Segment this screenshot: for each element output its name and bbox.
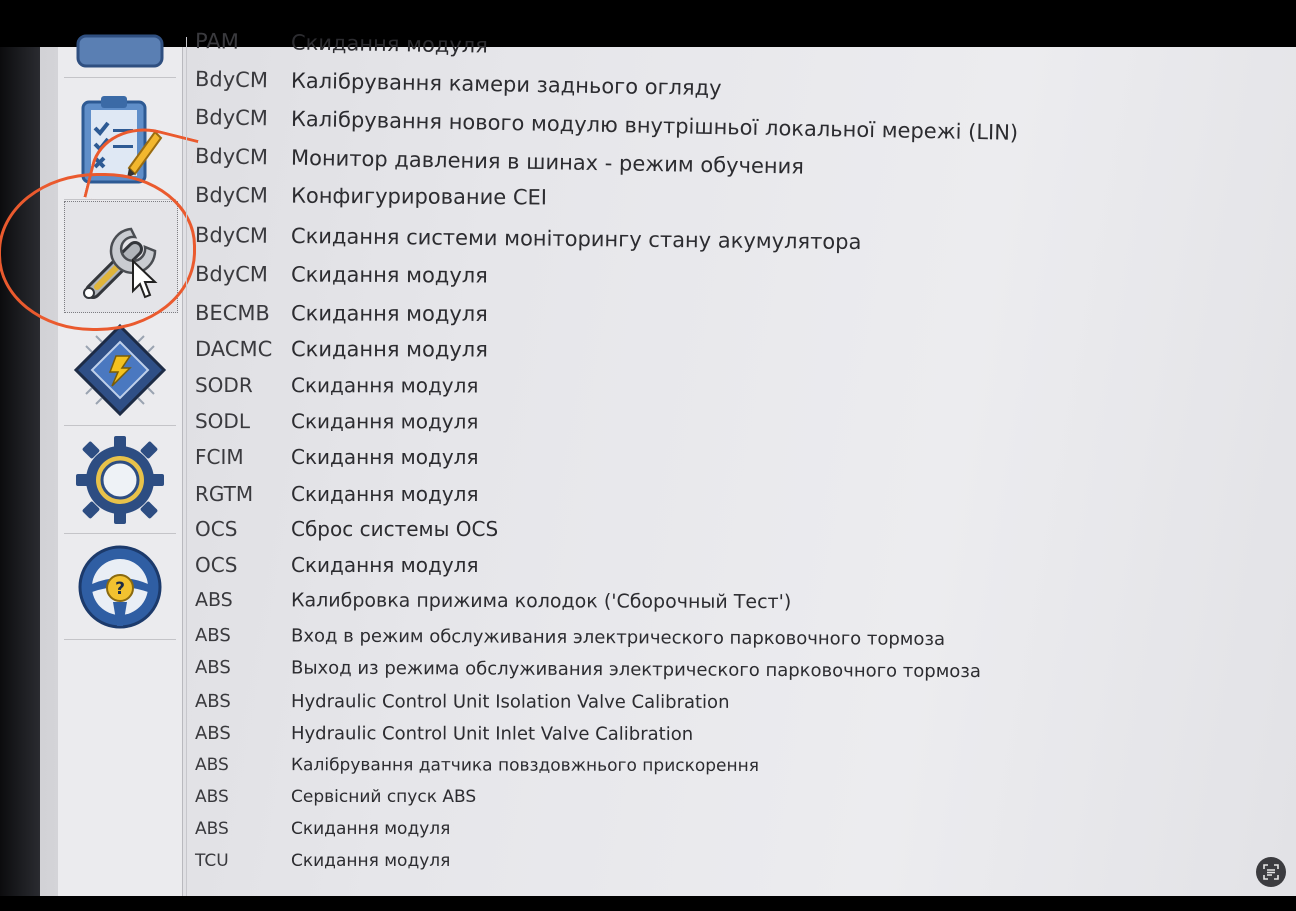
module-code: DACMC: [194, 337, 273, 362]
function-name: Скидання модуля: [291, 482, 479, 506]
function-row[interactable]: [195, 589, 791, 613]
module-code: ABS: [194, 589, 233, 612]
module-code: ABS: [194, 625, 231, 647]
function-name: Скидання модуля: [290, 337, 488, 362]
module-programming-icon: [72, 322, 168, 418]
module-code: BdyCM: [194, 67, 269, 93]
vehicle-icon: [74, 44, 166, 70]
function-row[interactable]: [195, 482, 478, 506]
function-name: Калібрування камери заднього огляду: [290, 68, 722, 101]
function-row[interactable]: [195, 723, 693, 745]
function-row[interactable]: [195, 262, 488, 288]
module-code: PAM: [194, 29, 239, 54]
monitor-bezel: [0, 47, 40, 896]
help-steering-wheel-icon: [75, 542, 165, 632]
function-row[interactable]: [195, 144, 804, 179]
module-code: OCS: [195, 517, 238, 541]
function-row[interactable]: [195, 625, 945, 650]
scan-text-icon: [1263, 864, 1279, 880]
function-name: Скидання модуля: [291, 851, 451, 871]
function-name: Монитор давления в шинах - режим обучения: [290, 145, 805, 179]
module-programming-tool-button[interactable]: [64, 315, 176, 426]
service-function-list: [186, 29, 1287, 907]
module-code: BdyCM: [194, 105, 269, 131]
module-code: ABS: [194, 723, 231, 745]
function-row[interactable]: [195, 337, 488, 362]
function-name: Скидання модуля: [290, 262, 488, 288]
scan-text-button[interactable]: [1256, 857, 1286, 887]
function-row[interactable]: [195, 819, 450, 839]
tool-sidebar: [40, 47, 186, 896]
function-name: Скидання модуля: [291, 553, 479, 577]
module-code: RGTM: [195, 482, 254, 506]
function-name: Скидання системи моніторингу стану акумулятора: [290, 224, 862, 254]
wrench-icon: [73, 209, 169, 305]
help-tool-button[interactable]: [64, 535, 176, 640]
module-code: ABS: [195, 819, 229, 839]
module-code: ABS: [195, 787, 229, 807]
function-row[interactable]: [195, 445, 478, 469]
diagnostic-screen: [40, 29, 1296, 896]
module-code: BECMB: [194, 301, 270, 326]
function-name: Калібрування датчика повздовжнього прискорення: [290, 755, 760, 776]
function-row[interactable]: [195, 67, 722, 100]
function-name: Вход в режим обслуживания электрического парковочного тормоза: [290, 625, 946, 650]
module-code: SODL: [194, 409, 251, 434]
function-row[interactable]: [195, 755, 759, 776]
module-code: SODR: [194, 373, 253, 398]
function-name: Конфигурирование CEI: [290, 183, 548, 210]
function-row[interactable]: [195, 29, 488, 58]
module-code: ABS: [194, 691, 231, 713]
function-row[interactable]: [195, 301, 488, 326]
service-functions-tool-button[interactable]: [64, 201, 178, 313]
function-name: Выход из режима обслуживания электрического парковочного тормоза: [290, 657, 981, 683]
function-name: Скидання модуля: [291, 445, 479, 469]
module-code: TCU: [195, 851, 229, 871]
function-row[interactable]: [195, 691, 730, 713]
function-row[interactable]: [195, 657, 981, 682]
function-name: Калібрування нового модулю внутрішньої локальної мережі (LIN): [290, 106, 1019, 145]
function-row[interactable]: [195, 183, 547, 209]
function-name: Скидання модуля: [290, 30, 489, 58]
function-row[interactable]: [195, 409, 479, 433]
function-name: Сброс системы OCS: [291, 517, 499, 541]
checklist-icon: [77, 92, 163, 188]
module-code: OCS: [195, 553, 238, 577]
module-code: ABS: [194, 657, 231, 679]
function-name: Сервісний спуск ABS: [291, 787, 477, 807]
vehicle-tool-button[interactable]: [64, 37, 176, 78]
module-code: BdyCM: [194, 144, 269, 170]
function-row[interactable]: [195, 223, 862, 254]
module-code: BdyCM: [194, 262, 269, 287]
bottom-letterbox: [0, 896, 1296, 911]
gear-icon: [74, 434, 166, 526]
function-name: Скидання модуля: [290, 373, 479, 398]
function-row[interactable]: [195, 787, 476, 807]
function-name: Калибровка прижима колодок ('Сборочный Тест'): [290, 589, 792, 614]
function-name: Hydraulic Control Unit Isolation Valve Calibration: [290, 691, 730, 713]
module-code: BdyCM: [194, 183, 269, 208]
settings-tool-button[interactable]: [64, 427, 176, 534]
svg-text:?: ?: [115, 579, 125, 599]
function-name: Скидання модуля: [290, 301, 488, 327]
function-row[interactable]: [195, 373, 479, 397]
module-code: BdyCM: [194, 223, 269, 248]
function-row[interactable]: [195, 517, 498, 541]
function-row[interactable]: [195, 851, 450, 871]
function-row[interactable]: [195, 105, 1019, 145]
function-name: Скидання модуля: [290, 409, 479, 434]
module-code: FCIM: [195, 445, 244, 469]
function-name: Скидання модуля: [291, 819, 451, 839]
module-code: ABS: [194, 755, 229, 776]
checklist-tool-button[interactable]: [64, 81, 176, 200]
function-name: Hydraulic Control Unit Inlet Valve Calibration: [290, 723, 694, 745]
function-row[interactable]: [195, 553, 478, 577]
